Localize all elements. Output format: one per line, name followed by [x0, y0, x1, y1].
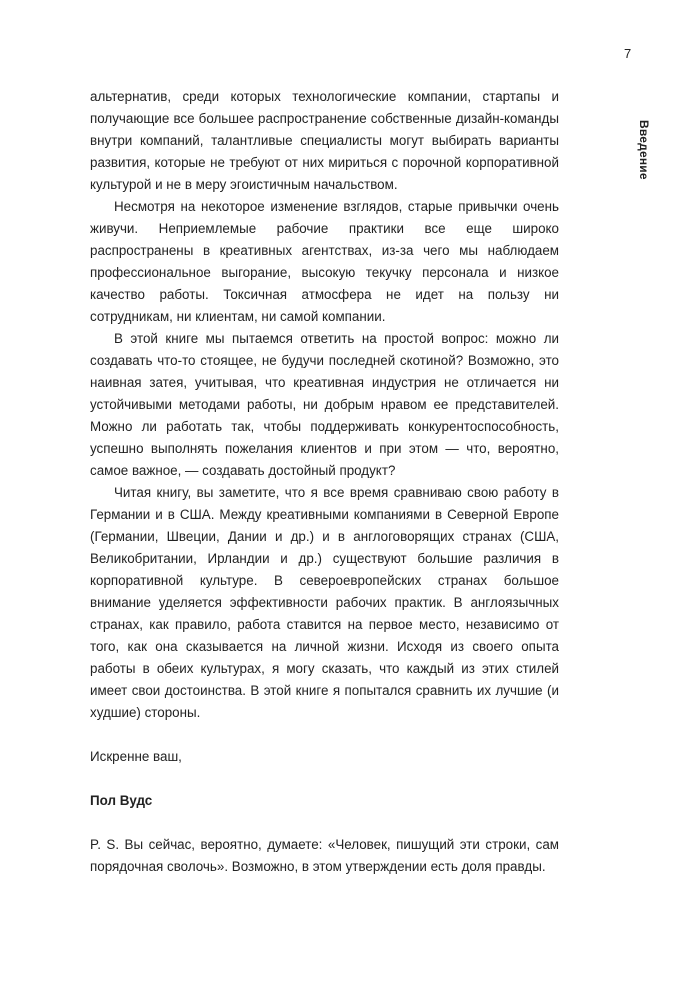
closing-line: Искренне ваш, — [90, 749, 182, 764]
paragraph: Несмотря на некоторое изменение взглядов, старые привычки очень живучи. Неприемлемые рабочие практики все еще широко распространены в креативных агентствах, из-за чего мы наблюдаем профессиональное выгорание, высокую текучку персонала и низкое качество работы. Токсичная атмосфера не идет на пользу ни сотрудникам, ни клиентам, ни самой компании. — [90, 199, 559, 324]
running-header-section: Введение — [637, 120, 651, 180]
page-number: 7 — [624, 46, 632, 61]
postscript: P. S. Вы сейчас, вероятно, думаете: «Человек, пишущий эти строки, сам порядочная сволочь». Возможно, в этом утверждении есть доля правды. — [90, 837, 559, 874]
paragraph: Читая книгу, вы заметите, что я все время сравниваю свою работу в Германии и в США. Между креативными компаниями в Северной Европе (Германии, Швеции, Дании и др.) и в англоговорящих странах (США, Великобритании, Ирландии и др.) существуют большие различия в корпоративной культуре. В североевропейских странах большое внимание уделяется эффективности рабочих практик. В англоязычных странах, как правило, работа ставится на первое место, независимо от того, как она сказывается на личной жизни. Исходя из своего опыта работы в обеих культурах, я могу сказать, что каждый из этих стилей имеет свои достоинства. В этой книге я попытался сравнить их лучшие (и худшие) стороны. — [90, 485, 559, 720]
body-text — [90, 86, 559, 878]
paragraph: В этой книге мы пытаемся ответить на простой вопрос: можно ли создавать что-то стоящее, не будучи последней скотиной? Возможно, это наивная затея, учитывая, что креативная индустрия не отличается ни устойчивыми методами работы, ни добрым нравом ее представителей. Можно ли работать так, чтобы поддерживать конкурентоспособность, успешно выполнять пожелания клиентов и при этом — что, вероятно, самое важное, — создавать достойный продукт? — [90, 331, 559, 478]
paragraph-continuation: альтернатив, среди которых технологические компании, стартапы и получающие все большее распространение собственные дизайн-команды внутри компаний, талантливые специалисты могут выбирать варианты развития, которые не требуют от них мириться с порочной корпоративной культурой и не в меру эгоистичным начальством. — [90, 89, 559, 192]
author-signature: Пол Вудс — [90, 793, 153, 808]
